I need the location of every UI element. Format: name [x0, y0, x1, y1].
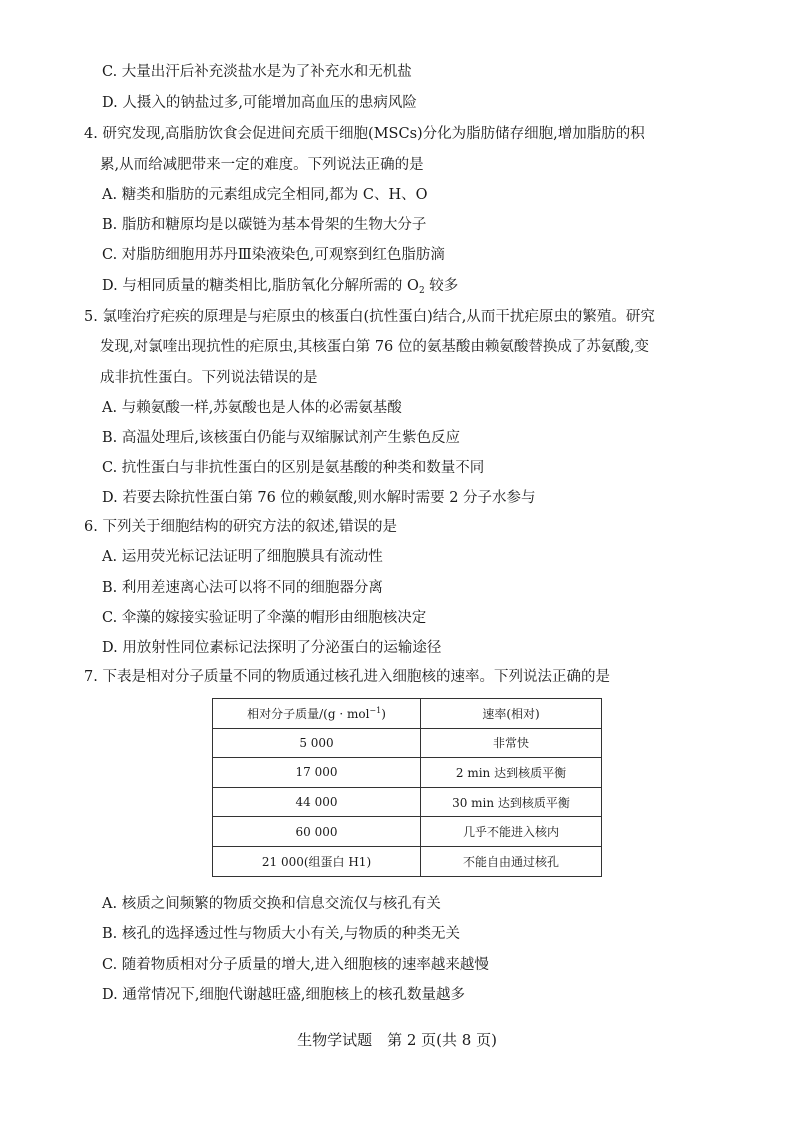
q7-rate-table — [212, 698, 602, 877]
q4-stem-line-2: 累,从而给减肥带来一定的难度。下列说法正确的是 — [100, 157, 424, 173]
q4-option-b: B. 脂肪和糖原均是以碳链为基本骨架的生物大分子 — [102, 217, 427, 233]
q5-stem-line-3: 成非抗性蛋白。下列说法错误的是 — [100, 370, 318, 386]
table-header-row — [213, 699, 602, 729]
q3-option-c: C. 大量出汗后补充淡盐水是为了补充水和无机盐 — [102, 64, 412, 80]
cell-rate: 不能自由通过核孔 — [421, 846, 602, 876]
cell-mass: 5 000 — [213, 728, 421, 758]
q7-option-a: A. 核质之间频繁的物质交换和信息交流仅与核孔有关 — [102, 896, 441, 912]
q6-option-b: B. 利用差速离心法可以将不同的细胞器分离 — [102, 580, 383, 596]
q5-option-b: B. 高温处理后,该核蛋白仍能与双缩脲试剂产生紫色反应 — [102, 430, 460, 446]
q5-option-a: A. 与赖氨酸一样,苏氨酸也是人体的必需氨基酸 — [102, 400, 402, 416]
q4-option-c: C. 对脂肪细胞用苏丹Ⅲ染液染色,可观察到红色脂肪滴 — [102, 247, 445, 263]
cell-mass: 17 000 — [213, 758, 421, 788]
q6-stem: 6. 下列关于细胞结构的研究方法的叙述,错误的是 — [84, 519, 398, 535]
header-mass-close: ) — [381, 706, 386, 721]
page-footer: 生物学试题 第 2 页(共 8 页) — [297, 1031, 497, 1049]
cell-rate: 非常快 — [421, 728, 602, 758]
cell-mass: 44 000 — [213, 787, 421, 817]
table-row — [213, 817, 602, 847]
q6-option-d: D. 用放射性同位素标记法探明了分泌蛋白的运输途径 — [102, 640, 442, 656]
table-row — [213, 787, 602, 817]
q4-stem-line-1: 4. 研究发现,高脂肪饮食会促进间充质干细胞(MSCs)分化为脂肪储存细胞,增加脂肪的积 — [84, 126, 645, 142]
q5-option-d: D. 若要去除抗性蛋白第 76 位的赖氨酸,则水解时需要 2 分子水参与 — [102, 490, 536, 506]
cell-rate: 2 min 达到核质平衡 — [421, 758, 602, 788]
header-mass — [213, 699, 421, 729]
q5-stem-line-2: 发现,对氯喹出现抗性的疟原虫,其核蛋白第 76 位的氨基酸由赖氨酸替换成了苏氨酸,变 — [100, 339, 649, 355]
q6-option-c: C. 伞藻的嫁接实验证明了伞藻的帽形由细胞核决定 — [102, 610, 427, 626]
cell-rate: 几乎不能进入核内 — [421, 817, 602, 847]
header-rate: 速率(相对) — [421, 699, 602, 729]
q4-option-d-tail: 较多 — [424, 278, 459, 294]
header-mass-superscript: −1 — [369, 705, 382, 715]
q7-option-c: C. 随着物质相对分子质量的增大,进入细胞核的速率越来越慢 — [102, 957, 489, 973]
q7-option-b: B. 核孔的选择透过性与物质大小有关,与物质的种类无关 — [102, 926, 460, 942]
table-row — [213, 846, 602, 876]
table-row — [213, 728, 602, 758]
cell-rate: 30 min 达到核质平衡 — [421, 787, 602, 817]
q4-option-a: A. 糖类和脂肪的元素组成完全相同,都为 C、H、O — [102, 187, 428, 203]
q5-option-c: C. 抗性蛋白与非抗性蛋白的区别是氨基酸的种类和数量不同 — [102, 460, 485, 476]
q4-option-d-subscript: 2 — [418, 286, 425, 296]
header-mass-text: 相对分子质量/(g · mol — [247, 706, 370, 721]
q3-option-d: D. 人摄入的钠盐过多,可能增加高血压的患病风险 — [102, 95, 417, 111]
table-row — [213, 758, 602, 788]
q6-option-a: A. 运用荧光标记法证明了细胞膜具有流动性 — [102, 549, 383, 565]
cell-mass: 60 000 — [213, 817, 421, 847]
q7-stem: 7. 下表是相对分子质量不同的物质通过核孔进入细胞核的速率。下列说法正确的是 — [84, 669, 610, 685]
q4-option-d — [102, 276, 458, 301]
q4-option-d-text: D. 与相同质量的糖类相比,脂肪氧化分解所需的 O — [102, 278, 419, 294]
q5-stem-line-1: 5. 氯喹治疗疟疾的原理是与疟原虫的核蛋白(抗性蛋白)结合,从而干扰疟原虫的繁殖。研究 — [84, 309, 655, 325]
cell-mass: 21 000(组蛋白 H1) — [213, 846, 421, 876]
q7-option-d: D. 通常情况下,细胞代谢越旺盛,细胞核上的核孔数量越多 — [102, 987, 466, 1003]
